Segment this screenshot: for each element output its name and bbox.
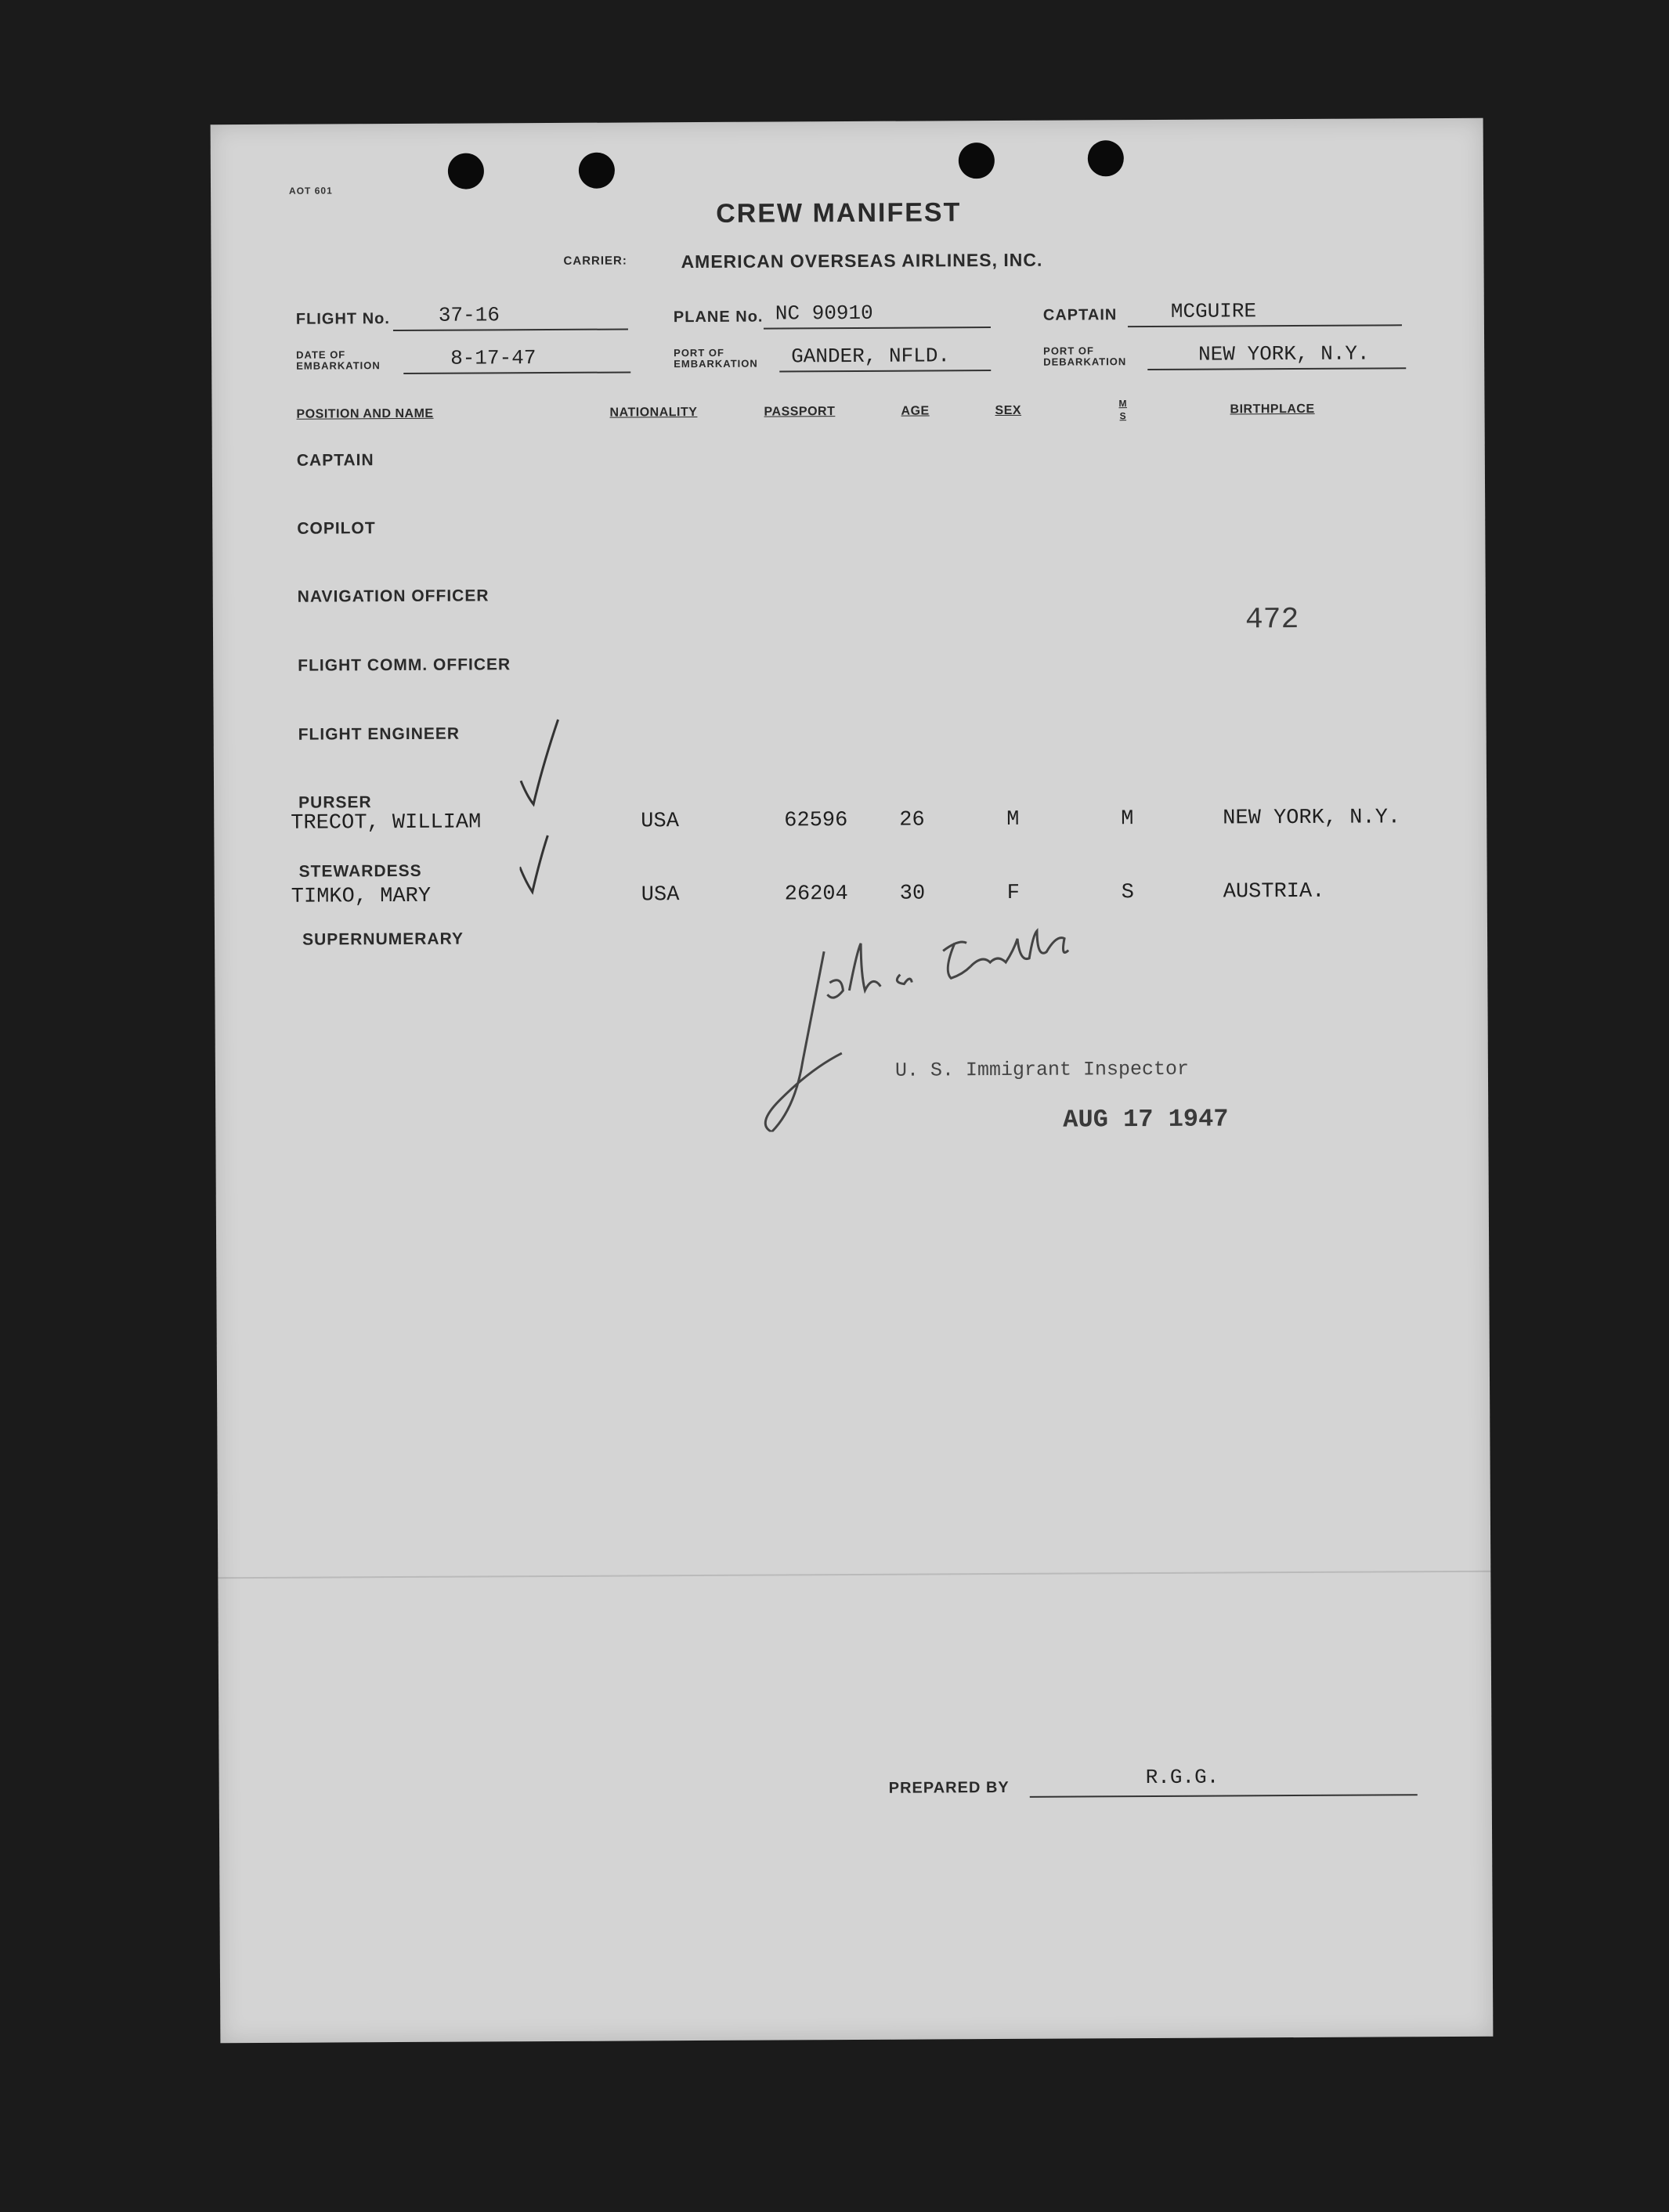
col-birthplace: BIRTHPLACE [1230, 402, 1315, 417]
plane-no-value: NC 90910 [775, 301, 873, 326]
port-emb-label [674, 348, 758, 370]
crew-sex: F [1006, 881, 1021, 905]
position-navigation: NAVIGATION OFFICER [297, 586, 490, 606]
captain-line [1128, 324, 1402, 327]
position-stewardess: STEWARDESS [298, 861, 422, 881]
port-deb-label-line1: PORT OF [1043, 345, 1094, 357]
port-emb-line [779, 370, 991, 372]
position-comm: FLIGHT COMM. OFFICER [298, 655, 511, 675]
crew-manifest-sheet [211, 118, 1494, 2043]
crew-birthplace: NEW YORK, N.Y. [1223, 806, 1401, 831]
col-sex: SEX [995, 403, 1022, 418]
crew-age: 26 [899, 808, 925, 832]
prepared-by-value: R.G.G. [1145, 1765, 1219, 1790]
punch-hole [448, 153, 484, 189]
flight-no-label: FLIGHT No. [295, 310, 390, 328]
col-nationality: NATIONALITY [609, 406, 698, 420]
crew-passport: 62596 [784, 809, 848, 833]
position-supernumerary: SUPERNUMERARY [302, 929, 464, 949]
prepared-by-label: PREPARED BY [888, 1778, 1010, 1797]
check-mark-icon [519, 718, 567, 906]
flight-no-line [393, 328, 628, 331]
col-passport: PASSPORT [764, 405, 836, 419]
page-title: CREW MANIFEST [716, 197, 962, 229]
col-marital-bottom: S [1119, 410, 1127, 422]
port-deb-line [1147, 367, 1406, 370]
fold-line [218, 1571, 1490, 1579]
crew-marital: M [1121, 807, 1134, 832]
date-label-line1: DATE OF [296, 348, 346, 361]
crew-age: 30 [899, 882, 926, 906]
crew-birthplace: AUSTRIA. [1223, 879, 1325, 904]
form-code: AOT 601 [289, 185, 333, 197]
punch-hole [1088, 140, 1124, 176]
captain-label: CAPTAIN [1042, 306, 1118, 324]
captain-value: MCGUIRE [1170, 299, 1257, 323]
crew-passport: 26204 [784, 882, 848, 907]
position-engineer: FLIGHT ENGINEER [298, 724, 461, 744]
punch-hole [959, 143, 995, 179]
crew-name: TIMKO, MARY [291, 884, 432, 909]
col-position: POSITION AND NAME [296, 406, 434, 421]
inspector-signature [755, 926, 1085, 1131]
port-deb-label [1043, 345, 1126, 368]
carrier-label: CARRIER: [563, 254, 627, 268]
col-marital [1118, 397, 1127, 422]
date-line [403, 371, 630, 374]
prepared-by-line [1030, 1794, 1418, 1798]
port-deb-value: NEW YORK, N.Y. [1198, 341, 1370, 366]
col-marital-top: M [1118, 398, 1128, 410]
plane-no-line [764, 327, 991, 330]
crew-name: TRECOT, WILLIAM [291, 810, 482, 835]
date-value: 8-17-47 [450, 346, 536, 370]
position-copilot: COPILOT [297, 519, 376, 538]
port-emb-label-line2: EMBARKATION [674, 357, 758, 370]
crew-marital: S [1121, 881, 1135, 905]
position-purser: PURSER [298, 793, 372, 812]
flight-no-value: 37-16 [438, 303, 500, 327]
position-captain: CAPTAIN [296, 451, 374, 470]
port-emb-label-line1: PORT OF [674, 346, 724, 359]
crew-sex: M [1006, 807, 1020, 832]
port-deb-label-line2: DEBARKATION [1043, 355, 1127, 368]
port-emb-value: GANDER, NFLD. [791, 344, 951, 369]
date-label-line2: EMBARKATION [296, 359, 381, 372]
plane-no-label: PLANE No. [673, 308, 764, 327]
punch-hole [579, 153, 615, 189]
sheet-number: 472 [1245, 603, 1299, 637]
date-label [296, 349, 381, 372]
inspector-stamp: U. S. Immigrant Inspector [894, 1057, 1190, 1082]
col-age: AGE [901, 404, 930, 418]
carrier-name: AMERICAN OVERSEAS AIRLINES, INC. [681, 249, 1043, 272]
date-stamp: AUG 17 1947 [1063, 1104, 1229, 1135]
crew-nationality: USA [641, 810, 679, 834]
crew-nationality: USA [641, 883, 680, 908]
